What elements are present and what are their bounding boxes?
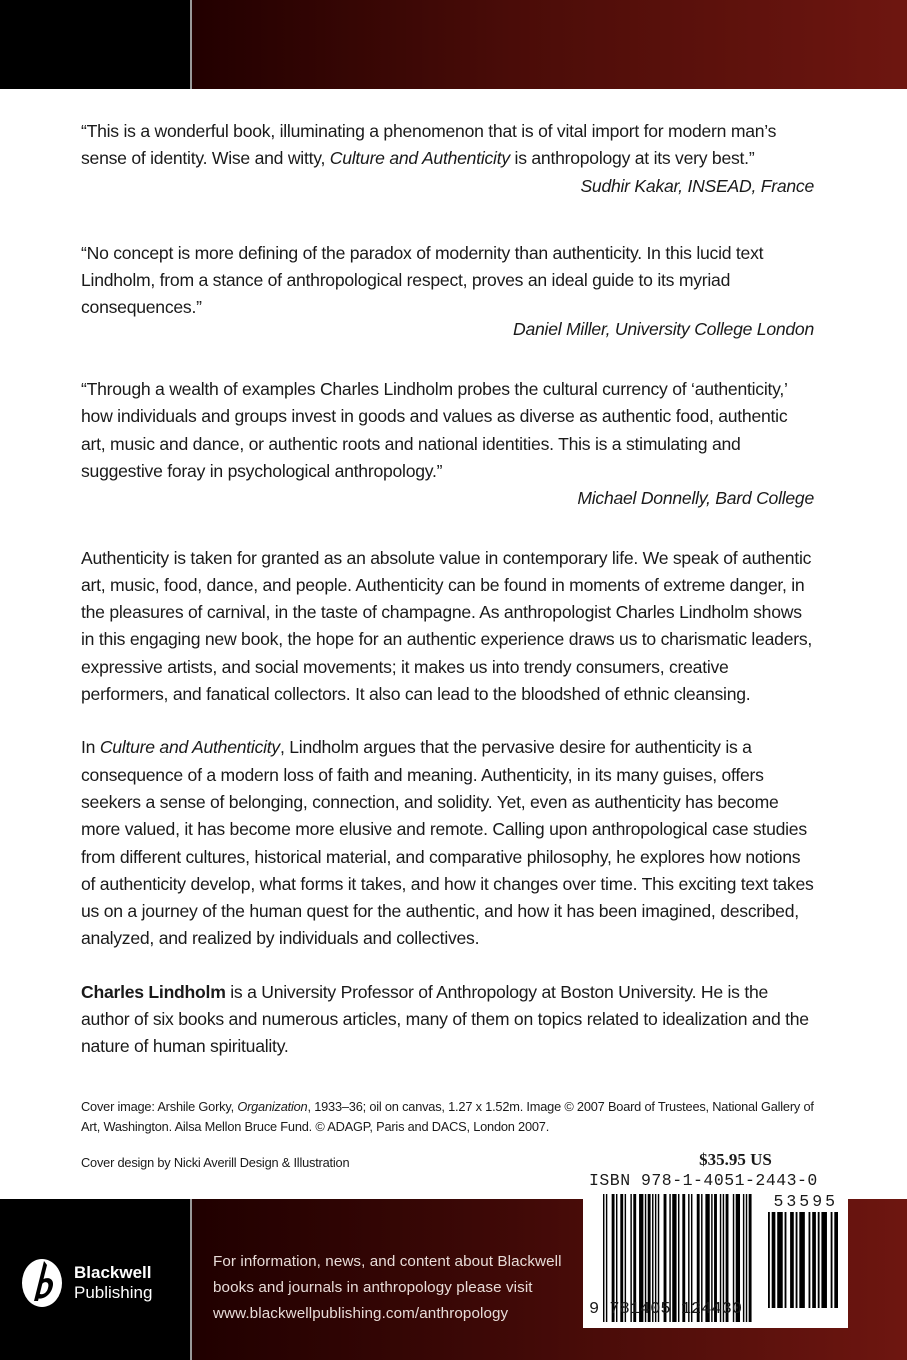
- endorsement-attribution: Daniel Miller, University College London: [513, 318, 814, 339]
- description-paragraph: In Culture and Authenticity, Lindholm argues that the pervasive desire for authenticity is a consequence of a modern loss of faith and meaning. Authenticity, in its many guises, offers seekers a sense of belonging, connection, and solidity. Yet, even as authenticity has become more valued, it has become more elusive and remote. Calling upon anthropological case studies from different cultures, historical material, and comparative philosophy, he explores how notions of authenticity develop, what forms it takes, and how it changes over time. This exciting text takes us on a journey of the human quest for the authentic, and how it has been imagined, described, analyzed, and realized by individuals and collectives.: [81, 737, 814, 949]
- book-title: Culture and Authenticity: [99, 737, 280, 758]
- publisher-info: For information, news, and content about Blackwell books and journals in anthropology please visit www.blackwellpublishing.com/anthropology: [213, 1249, 562, 1327]
- publisher-logo-block: [0, 1199, 190, 1360]
- publisher-logo: [20, 1257, 152, 1309]
- endorsement: [81, 240, 814, 343]
- barcode-bar: [743, 1194, 744, 1322]
- endorsement-attribution: Michael Donnelly, Bard College: [577, 488, 814, 509]
- barcode-bar: [818, 1212, 820, 1308]
- cover-image-credit: Cover image: Arshile Gorky, Organization, 1933–36; oil on canvas, 1.27 x 1.52m. Image © 2007 Board of Trustees, National Gallery of Art, Washington. Ailsa Mellon Bruce Fund. © ADAGP, Paris and DACS, London 2007.: [81, 1099, 814, 1134]
- book-title: Culture and Authenticity: [329, 148, 510, 169]
- cover-design-credit: Cover design by Nicki Averill Design & Illustration: [81, 1155, 350, 1170]
- barcode-bar: [746, 1194, 747, 1322]
- barcode-bar: [812, 1212, 816, 1308]
- ean-digits: 9 781405 124430: [589, 1300, 743, 1319]
- barcode-bar: [785, 1212, 787, 1308]
- endorsement-quote: “This is a wonderful book, illuminating a phenomenon that is of vital import for modern man’s sense of identity. Wise and witty, Culture and Authenticity is anthropology at its very best.”: [81, 121, 777, 169]
- endorsement: [81, 376, 814, 512]
- barcode-bar: [831, 1212, 833, 1308]
- blackwell-b-logo-icon: [20, 1257, 64, 1309]
- description-paragraph: Authenticity is taken for granted as an absolute value in contemporary life. We speak of authentic art, music, food, dance, and people. Authenticity can be found in moments of extreme danger, in the pleasures of carnival, in the taste of champagne. As anthropologist Charles Lindholm shows in this engaging new book, the hope for an authentic experience draws us to charismatic leaders, expressive artists, and social movements; it makes us into trendy consumers, creative performers, and fanatical collectors. It also can lead to the bloodshed of ethnic cleansing.: [81, 547, 813, 705]
- top-black-block: [0, 0, 190, 89]
- author-bio: Charles Lindholm is a University Professor of Anthropology at Boston University. He is the author of six books and numerous articles, many of them on topics related to idealization and the nature of human spirituality.: [81, 981, 809, 1057]
- barcode-bar: [834, 1212, 838, 1308]
- top-color-band: [0, 0, 907, 89]
- price-label: $35.95 US: [699, 1150, 772, 1169]
- barcode-bar: [790, 1212, 794, 1308]
- barcode-bar: [768, 1212, 770, 1308]
- barcode-bar: [809, 1212, 811, 1308]
- back-cover-content: [81, 118, 814, 1061]
- isbn-label: ISBN 978-1-4051-2443-0: [589, 1171, 818, 1190]
- endorsement: [81, 118, 814, 200]
- barcode-bar: [796, 1212, 798, 1308]
- barcode-bar: [799, 1212, 805, 1308]
- barcode-bar: [749, 1194, 752, 1322]
- publisher-name: Blackwell Publishing: [74, 1263, 153, 1302]
- barcode-bar: [821, 1212, 827, 1308]
- endorsement-quote: “No concept is more defining of the paradox of modernity than authenticity. In this lucid text Lindholm, from a stance of anthropological respect, proves an ideal guide to its myriad consequences.”: [81, 242, 764, 318]
- top-red-gradient: [192, 0, 907, 89]
- price-supplement-code: 53595: [773, 1192, 838, 1211]
- endorsement-attribution: Sudhir Kakar, INSEAD, France: [580, 175, 814, 196]
- barcode-bar: [777, 1212, 783, 1308]
- author-name: Charles Lindholm: [81, 981, 226, 1002]
- supplement-barcode: [768, 1212, 838, 1308]
- publisher-url: www.blackwellpublishing.com/anthropology: [213, 1305, 509, 1322]
- endorsement-quote: “Through a wealth of examples Charles Lindholm probes the cultural currency of ‘authenticity,’ how individuals and groups invest in goods and values as diverse as authentic food, authentic art, music and dance, or authentic roots and national identities. This is a stimulating and suggestive foray in psychological anthropology.”: [81, 379, 788, 481]
- barcode-bar: [772, 1212, 776, 1308]
- artwork-title: Organization: [237, 1099, 308, 1114]
- barcode-panel: [583, 1150, 848, 1328]
